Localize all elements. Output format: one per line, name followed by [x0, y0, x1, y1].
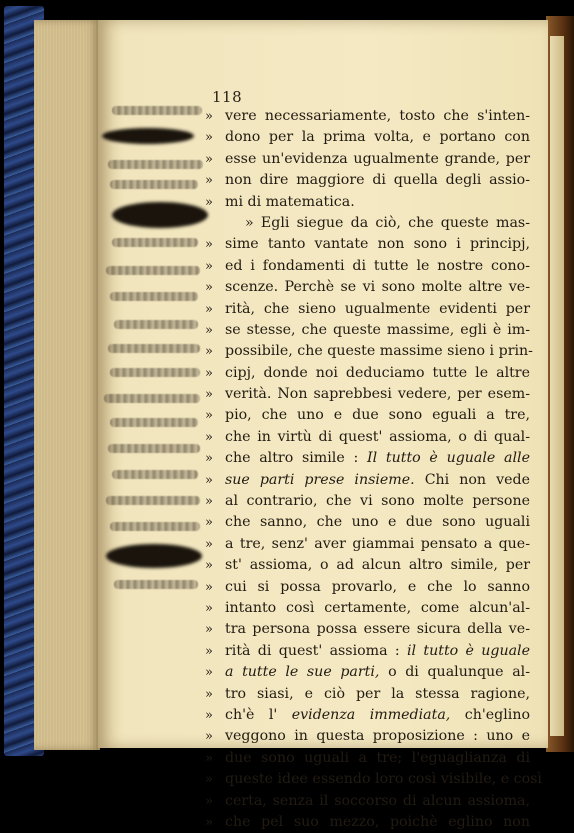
quote-mark: » [205, 322, 213, 338]
line-segment: Chi non vede [424, 471, 530, 488]
line-segment: vere necessariamente, tosto che s'inten- [225, 108, 530, 124]
quote-mark: » [205, 301, 213, 317]
line-text [225, 127, 530, 148]
offset-stroke [108, 160, 203, 169]
line-segment: rità di quest' assioma : [225, 642, 400, 659]
line-text [225, 427, 530, 448]
offset-stroke [110, 180, 198, 189]
line-text [225, 748, 530, 769]
offset-stroke [108, 344, 200, 353]
offset-stroke [110, 418, 198, 427]
line-segment: verità. Non saprebbesi vedere, per esem- [225, 386, 530, 403]
text-line [205, 427, 530, 448]
text-line [205, 470, 530, 491]
quote-mark: » [205, 130, 213, 146]
line-text [225, 448, 530, 469]
quote-mark: » [205, 494, 213, 510]
line-segment: tra persona possa essere sicura della ve- [225, 621, 530, 638]
text-line [205, 491, 530, 512]
line-text [225, 363, 530, 384]
quote-mark: » [205, 793, 213, 809]
text-line [205, 170, 530, 191]
line-text [225, 234, 530, 255]
line-text [225, 341, 533, 362]
quote-mark: » [205, 237, 213, 253]
line-text [225, 726, 530, 747]
text-line [205, 363, 530, 384]
line-segment: non dire maggiore di quella degli assio- [225, 172, 530, 189]
text-line [205, 127, 530, 148]
text-line [205, 213, 530, 234]
text-line [205, 384, 530, 405]
line-segment: scenze. Perchè se vi sono molte altre ve- [225, 279, 530, 296]
quote-mark: » [205, 344, 213, 360]
ink-blot [102, 128, 194, 144]
line-segment: mi di matematica. [225, 193, 355, 210]
offset-stroke [106, 266, 200, 275]
text-line [205, 534, 530, 555]
text-line [205, 577, 530, 598]
text-line [205, 662, 530, 683]
line-text [225, 555, 530, 576]
line-text [225, 491, 530, 512]
text-line [205, 812, 530, 833]
line-segment: due sono uguali a tre; l'eguaglianza di [225, 749, 530, 766]
line-segment: ch'eglino [464, 706, 530, 723]
facing-board [546, 16, 574, 752]
line-text [225, 106, 530, 127]
text-line [205, 234, 530, 255]
text-line [205, 277, 530, 298]
line-text [225, 384, 530, 405]
line-segment: » Egli siegue da ciò, che queste mas- [245, 214, 530, 231]
line-text [225, 534, 530, 555]
quote-mark: » [205, 151, 213, 167]
offset-stroke [112, 470, 198, 479]
text-line [205, 405, 530, 426]
quote-mark: » [205, 600, 213, 616]
line-segment: ed i fondamenti di tutte le nostre cono- [225, 257, 530, 274]
quote-mark: » [205, 579, 213, 595]
line-text [225, 470, 530, 491]
offset-stroke [104, 394, 200, 403]
quote-mark: » [205, 750, 213, 766]
text-line [205, 726, 530, 747]
quote-mark: » [205, 258, 213, 274]
line-segment: st' assioma, o ad alcun altro simile, per [225, 557, 530, 574]
line-segment: tro siasi, e ciò per la stessa ragione, [225, 685, 530, 702]
line-segment: che altro simile : [225, 450, 359, 467]
quote-mark: » [205, 665, 213, 681]
line-text [225, 149, 530, 170]
line-segment: certa, senza il soccorso di alcun assioma, [225, 792, 530, 809]
text-line [205, 748, 530, 769]
quote-mark: » [205, 408, 213, 424]
line-segment: che pel suo mezzo, poichè eglino non [225, 813, 530, 830]
line-text [225, 170, 530, 191]
italic-phrase: Il tutto è uguale alle [367, 450, 530, 467]
line-segment: che in virtù di quest' assioma, o di qual- [225, 428, 530, 445]
line-text [245, 213, 530, 234]
line-segment: sime tanto vantate non sono i principj, [225, 236, 530, 253]
text-line [205, 320, 530, 341]
text-line [205, 791, 530, 812]
line-segment: che sanno, che uno e due sono uguali [225, 514, 530, 531]
ink-offset [100, 98, 215, 608]
line-segment: dono per la prima volta, e portano con [225, 129, 530, 146]
ink-blot [112, 202, 208, 228]
text-line [205, 192, 530, 213]
text-body [205, 106, 542, 833]
ink-blot [106, 544, 202, 568]
line-text [225, 512, 530, 533]
offset-stroke [112, 238, 198, 247]
line-text [225, 812, 530, 833]
line-segment: o di qualunque al- [388, 664, 530, 681]
quote-mark: » [205, 707, 213, 723]
line-text [225, 577, 530, 598]
text-line [205, 106, 530, 127]
text-line [205, 555, 530, 576]
line-text [225, 662, 530, 683]
quote-mark: » [205, 429, 213, 445]
line-text [225, 256, 530, 277]
quote-mark: » [205, 194, 213, 210]
line-text [225, 641, 530, 662]
line-text [225, 405, 530, 426]
text-line [205, 769, 542, 790]
line-text [225, 619, 530, 640]
line-text [225, 299, 530, 320]
offset-stroke [106, 496, 200, 505]
quote-mark: » [205, 451, 213, 467]
quote-mark: » [205, 173, 213, 189]
quote-mark: » [205, 365, 213, 381]
italic-phrase: sue parti prese insieme. [225, 471, 415, 488]
line-segment: ch'è l' [225, 706, 278, 723]
quote-mark: » [205, 387, 213, 403]
text-line [205, 598, 530, 619]
line-segment: veggono in questa proposizione : uno e [225, 728, 530, 745]
offset-stroke [114, 320, 198, 329]
line-text [225, 684, 530, 705]
text-line [205, 705, 530, 726]
italic-phrase: il tutto è uguale [407, 642, 530, 659]
line-text [225, 277, 530, 298]
line-segment: pio, che uno e due sono eguali a tre, [225, 407, 530, 424]
line-text [225, 705, 530, 726]
line-text [225, 598, 530, 619]
line-segment: esse un'evidenza ugualmente grande, per [225, 150, 530, 167]
line-segment: queste idee essendo loro così visibile, e così [225, 771, 542, 788]
line-text [225, 769, 542, 790]
offset-stroke [112, 106, 202, 115]
quote-mark: » [205, 558, 213, 574]
italic-phrase: a tutte le sue parti, [225, 664, 380, 681]
text-line [205, 448, 530, 469]
offset-stroke [110, 368, 200, 377]
line-segment: cipj, donde noi deduciamo tutte le altre [225, 364, 530, 381]
line-segment: intanto così certamente, come alcun'al- [225, 599, 530, 616]
line-text [225, 192, 530, 213]
text-line [205, 619, 530, 640]
quote-mark: » [205, 472, 213, 488]
page-edges [34, 20, 100, 750]
quote-mark: » [205, 686, 213, 702]
line-segment: al contrario, che vi sono molte persone [225, 493, 530, 510]
text-line [205, 641, 530, 662]
offset-stroke [110, 292, 198, 301]
quote-mark: » [205, 515, 213, 531]
quote-mark: » [205, 729, 213, 745]
quote-mark: » [205, 622, 213, 638]
text-line [205, 684, 530, 705]
line-segment: a tre, senz' aver giammai pensato a que- [225, 535, 530, 552]
offset-stroke [114, 580, 198, 589]
quote-mark: » [205, 814, 213, 830]
text-line [205, 512, 530, 533]
text-line [205, 149, 530, 170]
quote-mark: » [205, 643, 213, 659]
quote-mark: » [205, 772, 213, 788]
text-line [205, 341, 533, 362]
offset-stroke [108, 444, 200, 453]
offset-stroke [110, 522, 200, 531]
line-text [225, 320, 530, 341]
quote-mark: » [205, 109, 213, 124]
line-segment: rità, che sieno ugualmente evidenti per [225, 300, 530, 317]
line-segment: possibile, che queste massime sieno i prin- [225, 343, 533, 360]
quote-mark: » [205, 536, 213, 552]
line-segment: cui si possa provarlo, e che lo sanno [225, 578, 530, 595]
line-segment: se stesse, che queste massime, egli è im- [225, 321, 530, 338]
page-number: 118 [212, 88, 243, 106]
italic-phrase: evidenza immediata, [291, 706, 451, 723]
text-line [205, 299, 530, 320]
text-line [205, 256, 530, 277]
quote-mark: » [205, 280, 213, 296]
line-text [225, 791, 530, 812]
facing-leaf [550, 36, 564, 736]
